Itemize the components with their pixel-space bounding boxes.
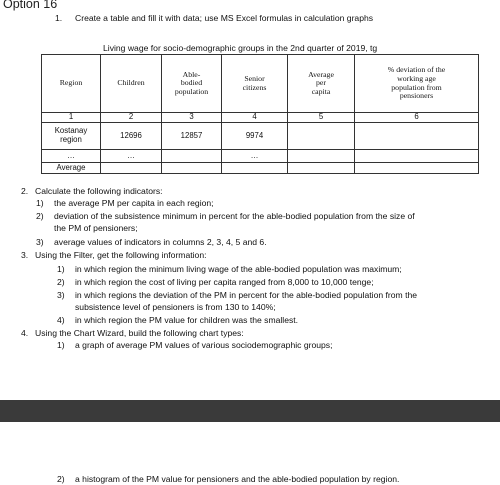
task-2-item-number: 3)	[36, 237, 44, 247]
task-3-item-text: in which region the PM value for children was the smallest.	[75, 315, 299, 325]
table-caption: Living wage for socio-demographic groups in the 2nd quarter of 2019, tg	[103, 43, 378, 53]
table-row	[42, 150, 479, 163]
task-2-item-number: 2)	[36, 211, 44, 221]
table-cell	[288, 150, 355, 163]
column-number: 4	[222, 113, 288, 123]
task-2-item-text: average values of indicators in columns 2, 3, 4, 5 and 6.	[54, 237, 267, 247]
column-number: 1	[42, 113, 101, 123]
header-cell: Able- bodied population	[162, 55, 222, 113]
table-cell: …	[222, 150, 288, 163]
header-cell: Children	[101, 55, 162, 113]
table-cell: 12696	[101, 123, 162, 150]
table-cell: 9974	[222, 123, 288, 150]
task-3-number: 3.	[21, 250, 29, 260]
task-2-item-text: the average PM per capita in each region;	[54, 198, 214, 208]
task-3-item-number: 2)	[57, 277, 65, 287]
column-number: 3	[162, 113, 222, 123]
column-number: 6	[355, 113, 479, 123]
task-3-item-number: 1)	[57, 264, 65, 274]
table-cell	[355, 150, 479, 163]
header-cell: Senior citizens	[222, 55, 288, 113]
table-row	[42, 163, 479, 174]
separator-band	[0, 400, 500, 422]
table-cell	[162, 163, 222, 174]
task-3-item-continuation: subsistence level of pensioners is from 130 to 140%;	[75, 302, 276, 312]
header-cell: Average per capita	[288, 55, 355, 113]
task-4-item-number: 2)	[57, 474, 65, 484]
column-number: 5	[288, 113, 355, 123]
table-cell	[288, 123, 355, 150]
table-cell	[162, 150, 222, 163]
task-3-item-text: in which region the cost of living per capita ranged from 8,000 to 10,000 tenge;	[75, 277, 374, 287]
table-cell	[101, 163, 162, 174]
header-cell: Region	[42, 55, 101, 113]
task-2-item-continuation: the PM of pensioners;	[54, 223, 138, 233]
table-header-row	[42, 55, 479, 113]
table-cell	[222, 163, 288, 174]
task-2-number: 2.	[21, 186, 29, 196]
living-wage-table	[41, 54, 479, 174]
task-2-text: Calculate the following indicators:	[35, 186, 163, 196]
task-2-item-number: 1)	[36, 198, 44, 208]
table-cell	[288, 163, 355, 174]
table-cell	[355, 163, 479, 174]
table-cell: 12857	[162, 123, 222, 150]
column-number: 2	[101, 113, 162, 123]
task-4-item-text: a graph of average PM values of various sociodemographic groups;	[75, 340, 333, 350]
task-3-item-number: 4)	[57, 315, 65, 325]
task-3-item-text: in which region the minimum living wage of the able-bodied population was maximum;	[75, 264, 402, 274]
column-number-row	[42, 113, 479, 123]
table-cell	[355, 123, 479, 150]
task-4-item-text: a histogram of the PM value for pensioners and the able-bodied population by region.	[75, 474, 400, 484]
task-1-text: Create a table and fill it with data; use MS Excel formulas in calculation graphs	[75, 13, 374, 23]
task-4-item-number: 1)	[57, 340, 65, 350]
table-cell: Average	[42, 163, 101, 174]
option-title: Option 16	[3, 0, 58, 11]
table-row	[42, 123, 479, 150]
task-3-item-number: 3)	[57, 290, 65, 300]
table-cell: …	[42, 150, 101, 163]
task-2-item-text: deviation of the subsistence minimum in percent for the able-bodied population from the size of	[54, 211, 415, 221]
task-3-text: Using the Filter, get the following information:	[35, 250, 207, 260]
table-cell: …	[101, 150, 162, 163]
header-cell: % deviation of the working age population from pensioners	[355, 55, 479, 113]
table-cell: Kostanay region	[42, 123, 101, 150]
task-4-text: Using the Chart Wizard, build the following chart types:	[35, 328, 244, 338]
task-3-item-text: in which regions the deviation of the PM in percent for the able-bodied population from the	[75, 290, 418, 300]
task-4-number: 4.	[21, 328, 29, 338]
task-1-number: 1.	[55, 13, 63, 23]
